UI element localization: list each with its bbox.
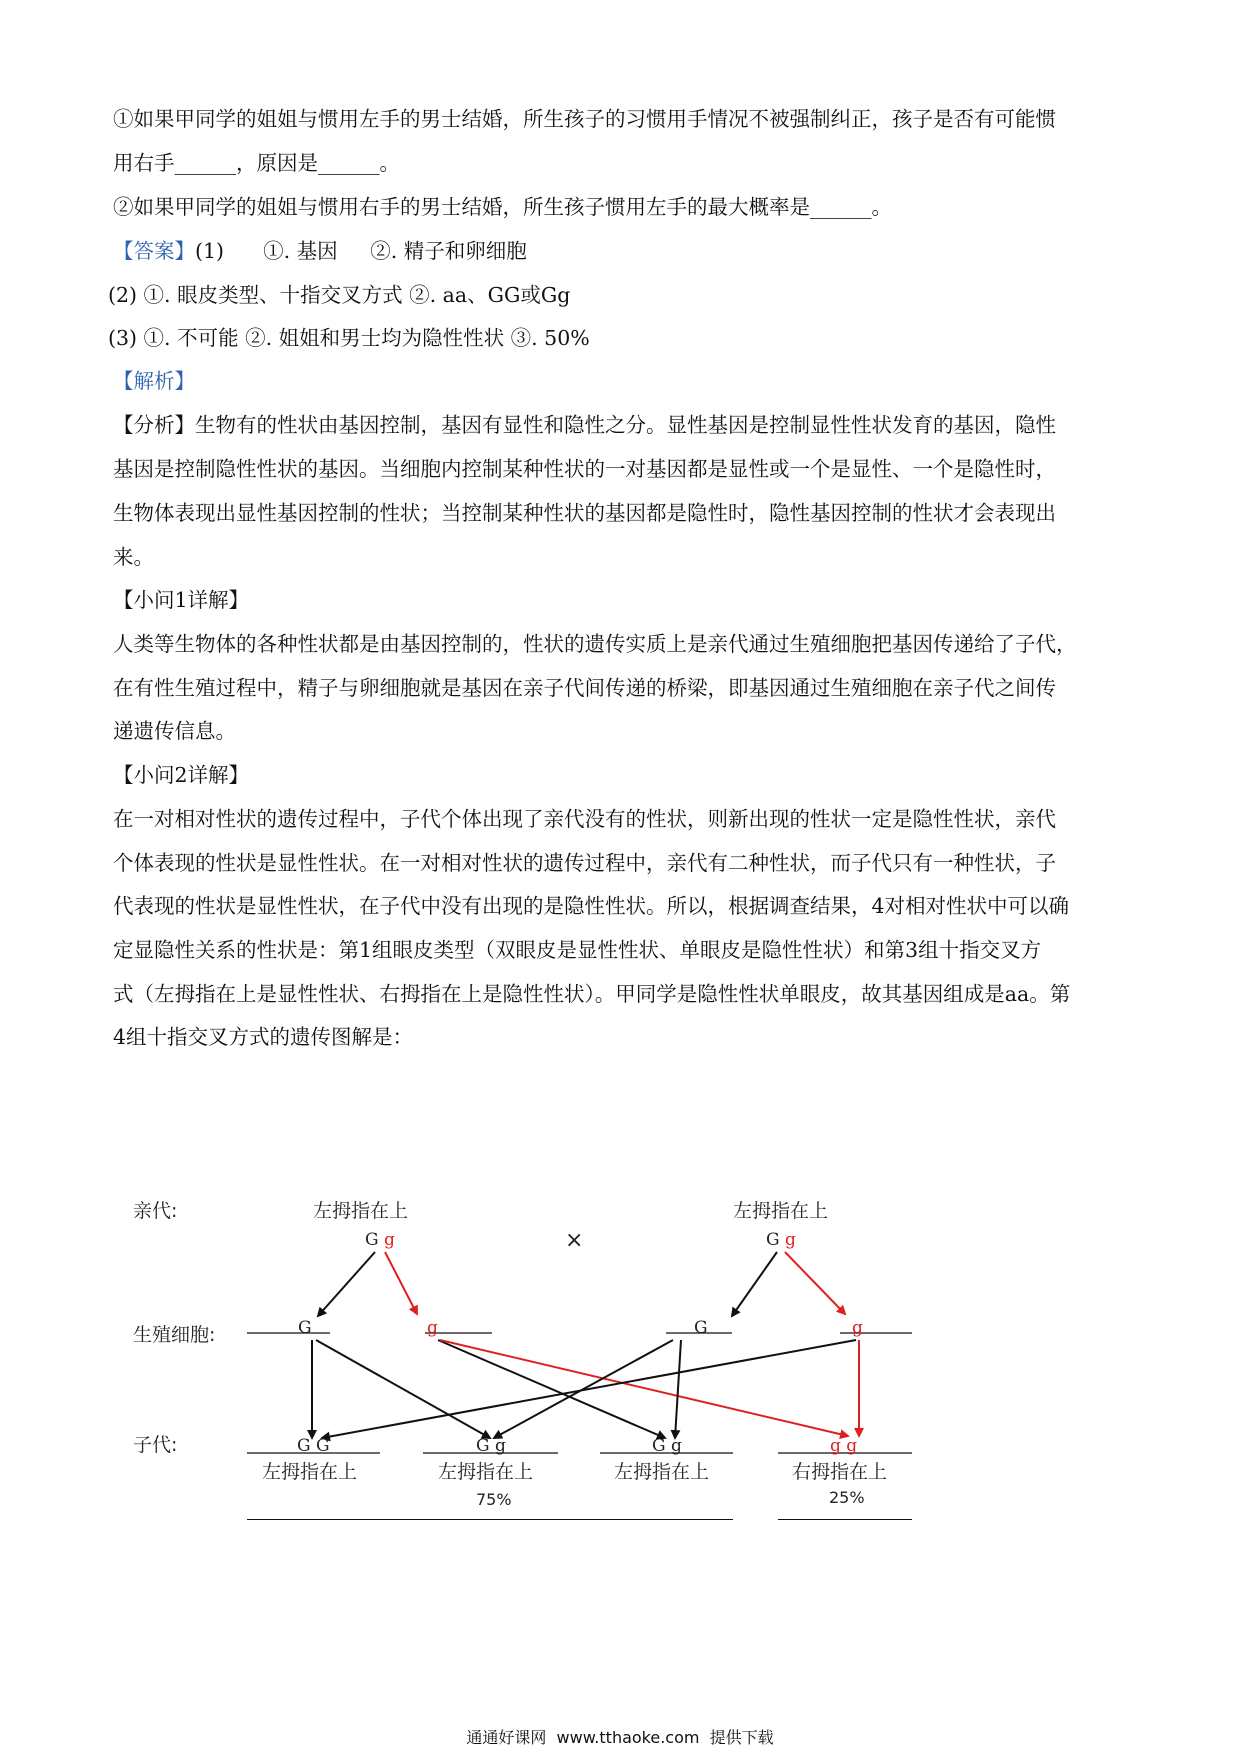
gamete-label: 生殖细胞: [133, 1324, 216, 1346]
offspring-label: 子代: [133, 1434, 178, 1456]
question-line-1: ①如果甲同学的姐姐与惯用左手的男士结婚，所生孩子的习惯用手情况不被强制纠正，孩子是否有可能惯 [113, 107, 1056, 131]
question-line-2: 用右手______，原因是______。 [113, 151, 400, 175]
gene: g [495, 1436, 506, 1456]
offspring-2-trait: 左拇指在上 [438, 1461, 534, 1483]
q1-line-1: 人类等生物体的各种性状都是由基因控制的，性状的遗传实质上是亲代通过生殖细胞把基因传递给了子代， [113, 632, 1077, 656]
offspring-1-genes [297, 1436, 330, 1456]
parent-right-genes [766, 1230, 796, 1250]
gene: G [316, 1436, 330, 1456]
analysis-line-2: 基因是控制隐性性状的基因。当细胞内控制某种性状的一对基因都是显性或一个是显性、一个是隐性时， [113, 457, 1056, 481]
arrow-parent-right-g [785, 1252, 845, 1314]
gene: G [652, 1436, 666, 1456]
answer-row-2: (2) ①. 眼皮类型、十指交叉方式 ②. aa、GG或Gg [108, 283, 571, 307]
offspring-3-genes [652, 1436, 682, 1456]
q2-line-3: 代表现的性状是显性性状，在子代中没有出现的是隐性性状。所以，根据调查结果，4对相对性状中可以确 [113, 894, 1070, 918]
gene: g [671, 1436, 682, 1456]
offspring-4-trait: 右拇指在上 [792, 1461, 888, 1483]
answer-row-3: (3) ①. 不可能 ②. 姐姐和男士均为隐性性状 ③. 50% [108, 326, 590, 350]
arrow-G-to-Gg-2 [675, 1340, 681, 1438]
answer-part-1: (1) ①. 基因 ②. 精子和卵细胞 [195, 239, 527, 263]
arrow-g-to-gg [440, 1340, 848, 1436]
analysis-label: 【解析】 [113, 369, 195, 393]
offspring-4-genes [830, 1436, 857, 1456]
arrow-parent-left-g [385, 1252, 417, 1314]
gene: g [846, 1436, 858, 1456]
gamete-left-G: G [298, 1318, 312, 1338]
gamete-left-g: g [427, 1318, 438, 1338]
parent-left-trait: 左拇指在上 [313, 1200, 409, 1222]
q1-line-2: 在有性生殖过程中，精子与卵细胞就是基因在亲子代间传递的桥梁，即基因通过生殖细胞在亲子代之间传 [113, 676, 1056, 700]
q2-line-5: 式（左拇指在上是显性性状、右拇指在上是隐性性状）。甲同学是隐性性状单眼皮，故其基因组成是aa。第 [113, 982, 1071, 1006]
parent-right-trait: 左拇指在上 [733, 1200, 829, 1222]
cross-symbol: × [565, 1228, 584, 1253]
parent-label: 亲代: [133, 1200, 178, 1222]
parent-left-genes [365, 1230, 395, 1250]
gene: g [830, 1436, 841, 1456]
q2-line-1: 在一对相对性状的遗传过程中，子代个体出现了亲代没有的性状，则新出现的性状一定是隐性性状，亲代 [113, 807, 1056, 831]
answer-row-1 [113, 238, 1133, 264]
gene-G: G [766, 1230, 780, 1250]
page-footer: 通通好课网 www.tthaoke.com 提供下载 [466, 1728, 774, 1747]
offspring-3-trait: 左拇指在上 [614, 1461, 710, 1483]
question-line-3: ②如果甲同学的姐姐与惯用右手的男士结婚，所生孩子惯用左手的最大概率是______。 [113, 195, 892, 219]
analysis-line-1: 【分析】生物有的性状由基因控制，基因有显性和隐性之分。显性基因是控制显性性状发育的基因，隐性 [113, 413, 1056, 437]
analysis-line-3: 生物体表现出显性基因控制的性状；当控制某种性状的基因都是隐性时，隐性基因控制的性状才会表现出 [113, 501, 1056, 525]
arrow-g-to-Gg-2 [438, 1340, 665, 1438]
recessive-percent: 25% [829, 1488, 865, 1507]
q2-line-6: 4组十指交叉方式的遗传图解是： [113, 1025, 414, 1049]
genetic-cross-diagram [0, 1180, 1240, 1520]
gene-g: g [785, 1230, 796, 1250]
arrow-parent-left-G [318, 1252, 375, 1316]
q2-title: 【小问2详解】 [113, 763, 250, 787]
gamete-right-G: G [694, 1318, 708, 1338]
q1-title: 【小问1详解】 [113, 588, 250, 612]
q1-line-3: 递遗传信息。 [113, 719, 236, 743]
offspring-2-genes [476, 1436, 506, 1456]
q2-line-4: 定显隐性关系的性状是：第1组眼皮类型（双眼皮是显性性状、单眼皮是隐性性状）和第3组十指交叉方 [113, 938, 1042, 962]
offspring-1-trait: 左拇指在上 [262, 1461, 358, 1483]
analysis-line-4: 来。 [113, 545, 154, 569]
answer-label: 【答案】 [113, 239, 195, 263]
gene: G [476, 1436, 490, 1456]
gene-G: G [365, 1230, 379, 1250]
gene-g: g [384, 1230, 395, 1250]
dominant-percent: 75% [476, 1490, 512, 1509]
arrow-parent-right-G [732, 1252, 777, 1316]
q2-line-2: 个体表现的性状是显性性状。在一对相对性状的遗传过程中，亲代有二种性状，而子代只有一种性状，子 [113, 851, 1056, 875]
gene: G [297, 1436, 311, 1456]
gamete-right-g: g [852, 1318, 863, 1338]
